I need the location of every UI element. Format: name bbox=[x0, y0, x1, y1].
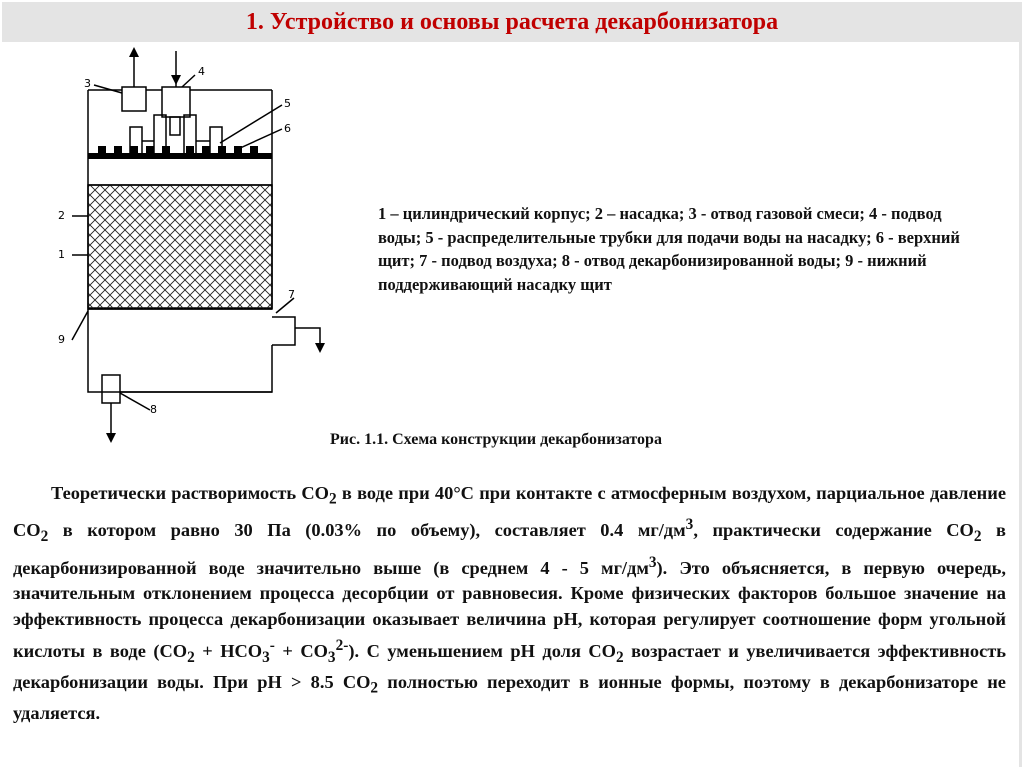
label-2: 2 bbox=[58, 209, 65, 222]
water-inlet-pipe bbox=[162, 87, 190, 117]
text-run: Теоретически растворимость СО bbox=[51, 483, 329, 503]
text-run: в котором равно 30 Па (0.03% по объему), составляет 0.4 мг/дм bbox=[48, 520, 686, 541]
body-paragraph bbox=[13, 481, 1006, 727]
label-5: 5 bbox=[284, 97, 291, 110]
subscript: 3 bbox=[327, 648, 336, 666]
label-9: 9 bbox=[58, 333, 65, 346]
label-1: 1 bbox=[58, 248, 65, 261]
decarbonizer-diagram bbox=[50, 45, 340, 445]
frame-border bbox=[1019, 42, 1022, 767]
text-run: ). С уменьшением рН доля СО bbox=[348, 640, 616, 661]
subscript: 2 bbox=[616, 648, 624, 666]
subscript: 2 bbox=[370, 679, 379, 697]
label-6: 6 bbox=[284, 122, 291, 135]
subscript: 2 bbox=[328, 490, 337, 508]
label-8: 8 bbox=[150, 403, 157, 416]
text-run: полностью переходит в ионные формы, поэтому в декарбонизаторе не удаляется. bbox=[13, 671, 1006, 724]
text-run: + СО bbox=[274, 640, 328, 661]
body-text bbox=[13, 481, 1006, 727]
decarbonizer-schematic bbox=[50, 45, 340, 445]
text-run: ). Это объясняется, в первую очередь, значительным отклонением процесса десорбции от равновесия. Кроме физических факторов большое значение на эффективность процесса декарбонизации оказывает величина рН, которая регулирует соотношение форм угольной кислоты в воде (СО bbox=[13, 557, 1006, 661]
figure-caption: Рис. 1.1. Схема конструкции декарбонизатора bbox=[330, 431, 662, 448]
text-run: + НСО bbox=[194, 640, 263, 661]
text-run: возрастает и увеличивается эффективность декарбонизации воды. При рН > 8.5 СО bbox=[13, 640, 1006, 692]
slide-title: 1. Устройство и основы расчета декарбонизатора bbox=[245, 8, 779, 35]
title-bar bbox=[2, 2, 1022, 42]
subscript: 3 bbox=[262, 648, 270, 666]
text-run: в декарбонизированной воде значительно выше (в среднем 4 - 5 мг/дм bbox=[13, 520, 1006, 578]
superscript: 2- bbox=[335, 636, 349, 654]
label-7: 7 bbox=[288, 288, 295, 301]
label-4: 4 bbox=[198, 65, 205, 78]
text-run: , практически содержание СО bbox=[693, 520, 974, 541]
subscript: 2 bbox=[40, 528, 49, 546]
subscript: 2 bbox=[187, 648, 195, 666]
superscript: 3 bbox=[648, 553, 657, 571]
text-run: в воде при 40°С при контакте с атмосферным воздухом, парциальное давление СО bbox=[13, 483, 1006, 541]
packing bbox=[88, 185, 272, 309]
label-3: 3 bbox=[84, 77, 91, 90]
superscript: 3 bbox=[685, 516, 694, 534]
gas-outlet-pipe bbox=[122, 87, 146, 111]
subscript: 2 bbox=[973, 528, 982, 546]
figure-legend: 1 – цилиндрический корпус; 2 – насадка; 3 - отвод газовой смеси; 4 - подвод воды; 5 - распределительные трубки для подачи воды на насадку; 6 - верхний щит; 7 - подвод воздуха; 8 - отвод декарбонизированной воды; 9 - нижний поддерживающий насадку щит bbox=[378, 204, 960, 294]
water-outlet-pipe bbox=[102, 375, 120, 403]
superscript: - bbox=[269, 636, 275, 654]
